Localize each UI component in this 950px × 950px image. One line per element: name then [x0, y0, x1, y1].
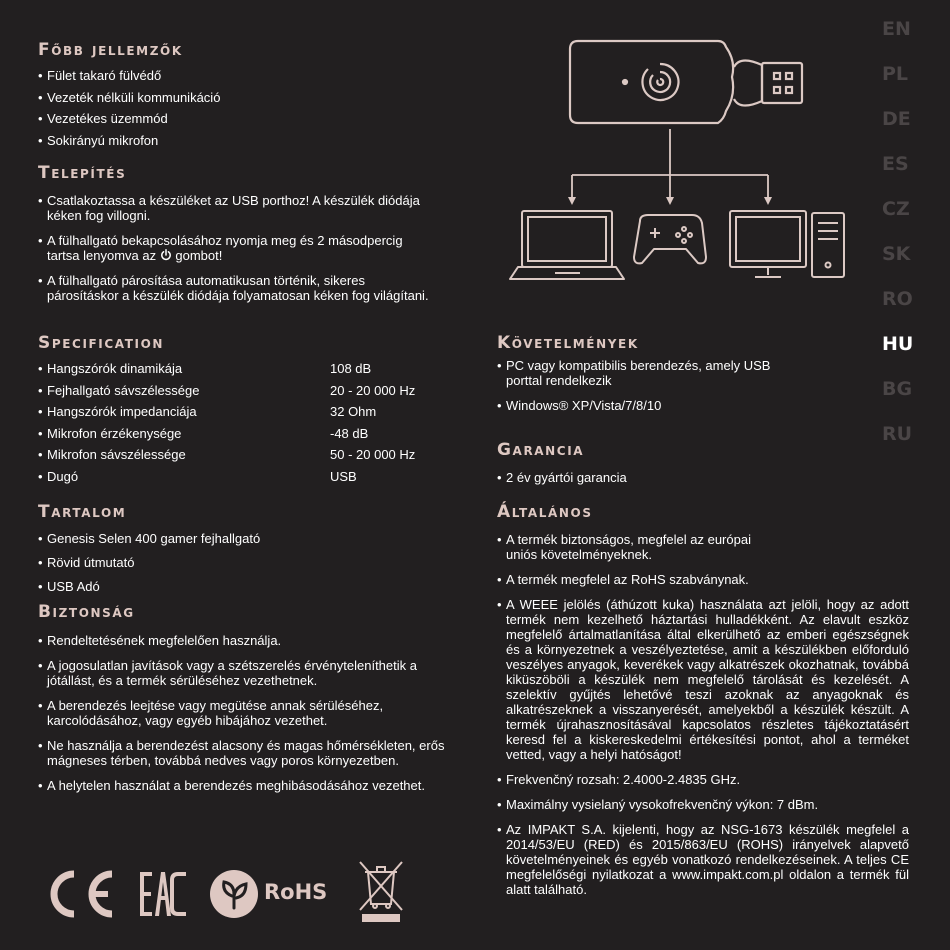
spec-row: • Fejhallgató sávszélessége 20 - 20 000 Hz — [38, 380, 478, 402]
features-section — [38, 40, 468, 151]
language-bg: BG — [882, 378, 913, 400]
spec-row: • Hangszórók dinamikája 108 dB — [38, 358, 478, 380]
language-ru: RU — [882, 423, 913, 445]
language-ro: RO — [882, 288, 913, 310]
safety-title: Biztonság — [38, 602, 135, 622]
language-en: EN — [882, 18, 911, 40]
crossed-bin-icon — [358, 860, 404, 924]
language-es: ES — [882, 153, 909, 175]
power-icon — [160, 249, 172, 261]
laptop-icon — [510, 211, 624, 279]
safety-section — [38, 602, 468, 793]
language-list — [882, 16, 932, 466]
installation-section — [38, 163, 468, 303]
specification-section — [38, 333, 478, 487]
spec-row: • Hangszórók impedanciája 32 Ohm — [38, 401, 478, 423]
general-item: • Az IMPAKT S.A. kijelenti, hogy az NSG-1673 készülék megfelel a 2014/53/EU (RED) és 2015/863/EU (ROHS) irányelvek alapvető követelményeinek és egyéb vonatkozó rendelkezéseinek. A teljes CE megfelelőségi nyilatkozat a www.impakt.com.pl oldalon a termék fül alatt található. — [497, 822, 909, 897]
installation-item: • A fülhallgató bekapcsolásához nyomja meg és 2 másodpercig tartsa lenyomva az gombot! — [38, 233, 468, 263]
safety-item: • A helytelen használat a berendezés meghibásodásához vezethet. — [38, 778, 468, 793]
usb-dongle-icon — [570, 41, 802, 123]
gamepad-icon — [634, 215, 706, 263]
installation-item: • Csatlakoztassa a készüléket az USB porthoz! A készülék diódája kéken fog villogni. — [38, 193, 468, 223]
safety-item: • A jogosulatlan javítások vagy a szétszerelés érvényteleníthetik a jótállást, és a termék sérüléséhez vezethetnek. — [38, 658, 468, 688]
general-item: • A WEEE jelölés (áthúzott kuka) használata azt jelöli, hogy az adott termék nem kezelhető háztartási hulladékként. Az elavult eszköz megfelelő ártalmatlanítása által elkerülhető az emberi egészségnek és a környezetnek a veszélyeztetése, amit a készülékben előforduló veszélyes anyagok, keverékek vagy alkatrészek okozhatnak, továbbá kiküszöböli a készülék nem megfelelő tárolását és kezelését. A szelektív gyűjtés lehetővé teszi azoknak az anyagoknak és alkatrészeknek a visszanyerését, amelyekből a készülék készült. A termék újrahasznosításával kapcsolatos részletes tájékoztatásért keresd fel a kiskereskedelmi értékesítési pontot, ahol a terméket vetted, vagy a helyi hatóságot! — [497, 597, 909, 762]
language-pl: PL — [882, 63, 909, 85]
requirements-item: • Windows® XP/Vista/7/8/10 — [497, 398, 877, 413]
warranty-title: Garancia — [497, 440, 585, 460]
language-de: DE — [882, 108, 911, 130]
warranty-item: • 2 év gyártói garancia — [497, 470, 877, 485]
language-sk: SK — [882, 243, 911, 265]
language-cz: CZ — [882, 198, 910, 220]
spec-row: • Dugó USB — [38, 466, 478, 488]
contents-item: • Rövid útmutató — [38, 555, 468, 570]
requirements-title: Követelmények — [497, 333, 639, 353]
features-title: Főbb jellemzők — [38, 40, 183, 60]
contents-item: • Genesis Selen 400 gamer fejhallgató — [38, 531, 468, 546]
requirements-item: • PC vagy kompatibilis berendezés, amely USB porttal rendelkezik — [497, 358, 877, 388]
connection-illustration — [500, 35, 870, 285]
feature-item: • Fület takaró fülvédő — [38, 65, 468, 87]
spec-row: • Mikrofon érzékenysége -48 dB — [38, 423, 478, 445]
general-item: • A termék biztonságos, megfelel az európai uniós követelményeknek. — [497, 532, 909, 562]
rohs-label: RoHS — [264, 880, 328, 904]
svg-text:CE: CE — [78, 897, 81, 899]
feature-item: • Sokirányú mikrofon — [38, 130, 468, 152]
ce-mark-icon — [40, 868, 116, 920]
contents-title: Tartalom — [38, 502, 127, 522]
general-section — [497, 502, 909, 897]
contents-section — [38, 502, 468, 594]
specification-table — [38, 358, 478, 487]
installation-title: Telepítés — [38, 163, 127, 183]
desktop-pc-icon — [730, 211, 844, 277]
installation-item: • A fülhallgató párosítása automatikusan történik, sikeres párosításkor a készülék diódája folyamatosan kéken fog világítani. — [38, 273, 468, 303]
feature-item: • Vezetékes üzemmód — [38, 108, 468, 130]
rohs-leaf-icon — [210, 870, 258, 918]
safety-item: • A berendezés leejtése vagy megütése annak sérüléséhez, karcolódásához, vagy egyéb hibájához vezethet. — [38, 698, 468, 728]
safety-item: • Ne használja a berendezést alacsony és magas hőmérsékleten, erős mágneses térben, továbbá nedves vagy poros környezetben. — [38, 738, 468, 768]
requirements-section — [497, 333, 877, 413]
eac-mark-icon — [138, 868, 188, 920]
spec-row: • Mikrofon sávszélessége 50 - 20 000 Hz — [38, 444, 478, 466]
general-item: • Frekvenčný rozsah: 2.4000-2.4835 GHz. — [497, 772, 909, 787]
general-title: Általános — [497, 502, 593, 522]
feature-item: • Vezeték nélküli kommunikáció — [38, 87, 468, 109]
general-item: • A termék megfelel az RoHS szabványnak. — [497, 572, 909, 587]
certification-logos — [40, 860, 460, 930]
connector-lines — [572, 129, 768, 197]
safety-item: • Rendeltetésének megfelelően használja. — [38, 633, 468, 648]
general-item: • Maximálny vysielaný vysokofrekvenčný výkon: 7 dBm. — [497, 797, 909, 812]
contents-item: • USB Adó — [38, 579, 468, 594]
specification-title: Specification — [38, 333, 165, 353]
language-hu: HU — [882, 333, 914, 355]
warranty-section — [497, 440, 877, 485]
